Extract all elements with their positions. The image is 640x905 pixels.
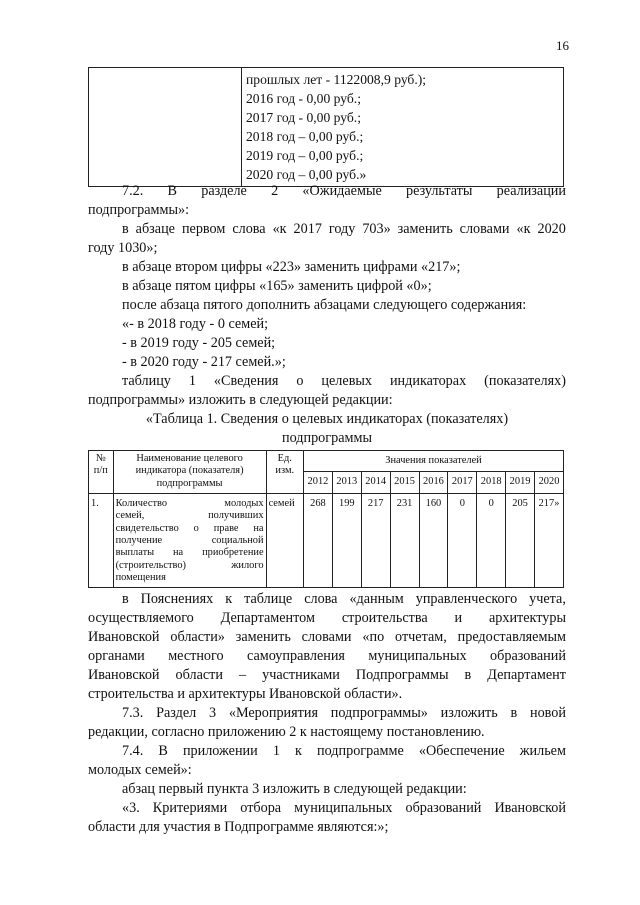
word: «Сведения [213,373,279,389]
word: первом [181,221,226,237]
word: области [175,666,223,683]
header-num: № п/п [89,451,114,494]
word: семей, [115,510,145,522]
word: в [122,590,129,607]
word: образований [490,647,566,664]
year-cell: 2014 [361,472,390,493]
finance-line: 2016 год - 0,00 руб.; [246,91,361,106]
word: получивших [208,510,264,522]
word: предоставляемым [457,628,566,645]
word: самоуправления [246,647,345,664]
finance-table-text-cell [242,68,564,187]
year-cell: 2020 [535,472,564,493]
word: к [295,742,302,759]
word: Критериями [152,799,228,816]
finance-line: 2019 год – 0,00 руб.; [246,148,364,163]
word: в [464,666,472,683]
word: (показателях) [484,373,566,389]
word: «к [516,221,531,237]
paragraph-cont: подпрограммы» изложить в следующей редакции: [88,392,393,408]
paragraph [88,590,566,609]
word: Ивановской [494,799,566,816]
paragraph: - в 2019 году - 205 семей; [122,335,276,351]
word: местного [168,647,224,664]
word: (строительство) [115,559,187,571]
word: слова [232,221,266,237]
word: органами [88,647,145,664]
table-title: «Таблица 1. Сведения о целевых индикаторах (показателях) [145,411,509,427]
word: осуществляемого [88,609,194,626]
word: 7.2. [122,183,144,199]
word: реализации [496,183,566,199]
finance-line: прошлых лет - 1122008,9 руб.); [246,72,427,87]
word: Департамент [487,666,566,683]
finance-line: 2017 год - 0,00 руб.; [246,110,361,125]
word: индикаторах [389,373,467,389]
word: заменить [235,628,291,645]
word: 7.4. [122,742,144,759]
paragraph-cont [88,628,566,647]
word: муниципальных [294,799,393,816]
word: абзаце [135,221,175,237]
paragraph: - в 2020 году - 217 семей.»; [122,354,286,370]
word: изложить [440,704,498,721]
word: отбора [240,799,282,816]
word: участниками [262,666,340,683]
value-cell: 205 [506,493,535,587]
paragraph-cont [88,647,566,666]
word: 703» [362,221,391,237]
word: 7.3. [122,704,144,721]
word: целевых [321,373,373,389]
word: приложении [182,742,258,759]
word: управленческого [415,590,518,607]
value-cell: 0 [477,493,506,587]
word: на [253,522,264,534]
paragraph-cont: молодых семей»: [88,761,192,778]
year-cell: 2018 [477,472,506,493]
word: получение [115,535,163,547]
row-unit: семей [266,493,303,587]
word: образований [405,799,482,816]
paragraph: «- в 2018 году - 0 семей; [122,316,269,332]
word: молодых [224,497,264,509]
word: году [328,221,356,237]
word: Раздел [156,704,197,721]
value-cell: 268 [304,493,333,587]
word: 1 [272,742,280,759]
word: Пояснениях [140,590,214,607]
page-number: 16 [556,38,569,53]
word: о [193,522,199,534]
paragraph: после абзаца пятого дополнить абзацами следующего содержания: [122,297,527,313]
word: Департаментом [220,609,315,626]
word: «3. [122,799,140,816]
word: «к [272,221,287,237]
finance-table-empty-cell [89,68,242,187]
section-7-3-heading [88,704,566,723]
word: «Мероприятия [228,704,318,721]
year-cell: 2015 [390,472,419,493]
word: В [158,742,168,759]
word: и [454,609,463,626]
paragraph [88,372,566,391]
paragraph: в абзаце втором цифры «223» заменить цифрами «217»; [122,259,461,275]
word: 2017 [293,221,322,237]
word: социальной [211,535,264,547]
row-num: 1. [89,493,114,587]
word: помещения [115,572,166,584]
row-indicator-name [113,493,266,587]
word: о [296,373,304,389]
value-cell: 231 [390,493,419,587]
word: архитектуры [488,609,566,626]
word: муниципальных [368,647,467,664]
year-cell: 2016 [419,472,448,493]
table-row [89,493,564,587]
word: отчетам, [395,628,447,645]
word: выплаты [115,547,155,559]
value-cell: 217 [361,493,390,587]
finance-table [88,67,564,187]
word: области» [170,628,225,645]
word: Ивановской [88,628,160,645]
value-cell: 217» [535,493,564,587]
word: 2 [271,183,279,199]
paragraph: абзац первый пункта 3 изложить в следующей редакции: [122,780,467,797]
finance-line: 2018 год – 0,00 руб.; [246,129,364,144]
paragraph-cont [88,609,566,628]
word: учета, [529,590,566,607]
word: подпрограммы» [330,704,428,721]
word: 2020 [537,221,566,237]
word: новой [530,704,566,721]
word: «по [362,628,385,645]
paragraph-cont: области для участия в Подпрограмме являются:»; [88,818,389,835]
word: словами [459,221,510,237]
word: таблице [244,590,293,607]
word: подпрограмме [317,742,404,759]
word: жилого [231,559,264,571]
indicator-table [88,450,564,588]
section-7-2-heading [88,182,566,201]
paragraph [88,220,566,239]
word: слова [304,590,338,607]
word: приобретение [202,547,264,559]
word: жильем [519,742,566,759]
word: словами [301,628,352,645]
year-cell: 2012 [304,472,333,493]
word: таблицу [122,373,171,389]
paragraph-cont [88,666,566,685]
word: свидетельство [115,522,179,534]
word: к [225,590,233,607]
word: строительства [341,609,428,626]
word: Количество [115,497,168,509]
paragraph: в абзаце пятом цифры «165» заменить цифрой «0»; [122,278,432,294]
paragraph [88,799,566,818]
document-body [88,182,566,837]
paragraph-cont: редакции, согласно приложению 2 к настоящему постановлению. [88,723,485,740]
year-cell: 2013 [332,472,361,493]
value-cell: 160 [419,493,448,587]
year-cell: 2017 [448,472,477,493]
finance-line: 2020 год – 0,00 руб.» [246,167,367,182]
word: в [122,221,129,237]
word: «данным [349,590,404,607]
section-7-2-heading-cont: подпрограммы»: [88,202,190,218]
word: Подпрограммы [355,666,449,683]
word: 3 [208,704,217,721]
word: – [238,666,247,683]
header-unit: Ед. изм. [266,451,303,494]
paragraph-cont: строительства и архитектуры Ивановской области». [88,685,403,702]
word: заменить [397,221,453,237]
word: результаты [406,183,473,199]
word: «Ожидаемые [302,183,382,199]
word: «Обеспечение [418,742,505,759]
table-title-cont: подпрограммы [282,430,372,446]
header-values: Значения показателей [304,451,564,472]
word: праве [213,522,239,534]
word: 1 [188,373,196,389]
year-cell: 2019 [506,472,535,493]
word: разделе [201,183,247,199]
word: В [167,183,177,199]
value-cell: 199 [332,493,361,587]
word: Ивановской [88,666,160,683]
word: на [172,547,184,559]
value-cell: 0 [448,493,477,587]
word: в [510,704,518,721]
header-indicator-name: Наименование целевого индикатора (показателя) подпрограммы [113,451,266,494]
section-7-4-heading [88,742,566,761]
paragraph-cont: году 1030»; [88,240,158,256]
